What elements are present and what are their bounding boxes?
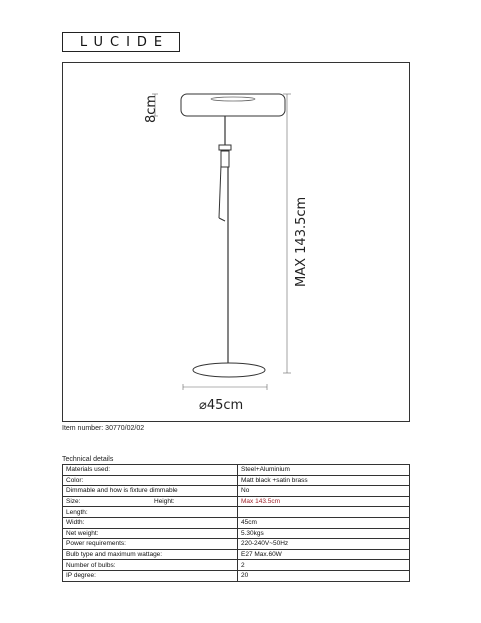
technical-details-table <box>62 464 410 582</box>
spec-value-height: Max 143.5cm <box>238 496 410 507</box>
total-height-label: MAX 143.5cm <box>294 196 309 287</box>
spec-value: 5.30kgs <box>238 528 410 539</box>
table-row <box>63 496 410 507</box>
spec-label: Bulb type and maximum wattage: <box>63 549 238 560</box>
spec-label: Power requirements: <box>63 539 238 550</box>
spec-label: Number of bulbs: <box>63 560 238 571</box>
spec-label: Materials used: <box>63 465 238 476</box>
table-row <box>63 465 410 476</box>
item-number: Item number: 30770/02/02 <box>62 425 145 432</box>
shade-height-label: 8cm <box>144 94 159 123</box>
technical-details-title: Technical details <box>62 456 114 463</box>
brand-logo-text: LUCIDE <box>79 34 170 50</box>
table-row <box>63 549 410 560</box>
brand-logo <box>62 32 180 52</box>
table-row <box>63 539 410 550</box>
spec-value <box>238 507 410 518</box>
spec-label: Dimmable and how is fixture dimmable <box>63 486 238 497</box>
spec-sublabel: Width: <box>63 517 238 528</box>
product-drawing <box>62 62 410 422</box>
spec-label: IP degree: <box>63 570 238 581</box>
spec-sublabel: Net weight: <box>63 528 238 539</box>
pole-joint <box>219 145 231 150</box>
spec-value: 2 <box>238 560 410 571</box>
spec-value: 20 <box>238 570 410 581</box>
spec-sublabel: Length: <box>63 507 238 518</box>
diameter-label: ⌀45cm <box>199 398 244 413</box>
side-bracket-foot <box>219 218 225 221</box>
spec-label: Size: <box>66 498 81 506</box>
table-row <box>63 475 410 486</box>
spec-sublabel: Height: <box>154 497 175 505</box>
floor-lamp-drawing <box>63 63 411 423</box>
table-row <box>63 570 410 581</box>
table-row <box>63 507 410 518</box>
spec-value: Steel+Aluminium <box>238 465 410 476</box>
spec-value: Matt black +satin brass <box>238 475 410 486</box>
spec-label-with-sublabel <box>63 496 238 507</box>
spec-label: Color: <box>63 475 238 486</box>
spec-value: 220-240V~50Hz <box>238 539 410 550</box>
table-row <box>63 560 410 571</box>
pole-joint-lower <box>221 151 229 167</box>
spec-value: 45cm <box>238 517 410 528</box>
table-row <box>63 486 410 497</box>
lamp-base <box>193 363 265 377</box>
side-bracket <box>219 165 221 218</box>
table-row <box>63 517 410 528</box>
spec-value: E27 Max.60W <box>238 549 410 560</box>
spec-value: No <box>238 486 410 497</box>
table-row <box>63 528 410 539</box>
